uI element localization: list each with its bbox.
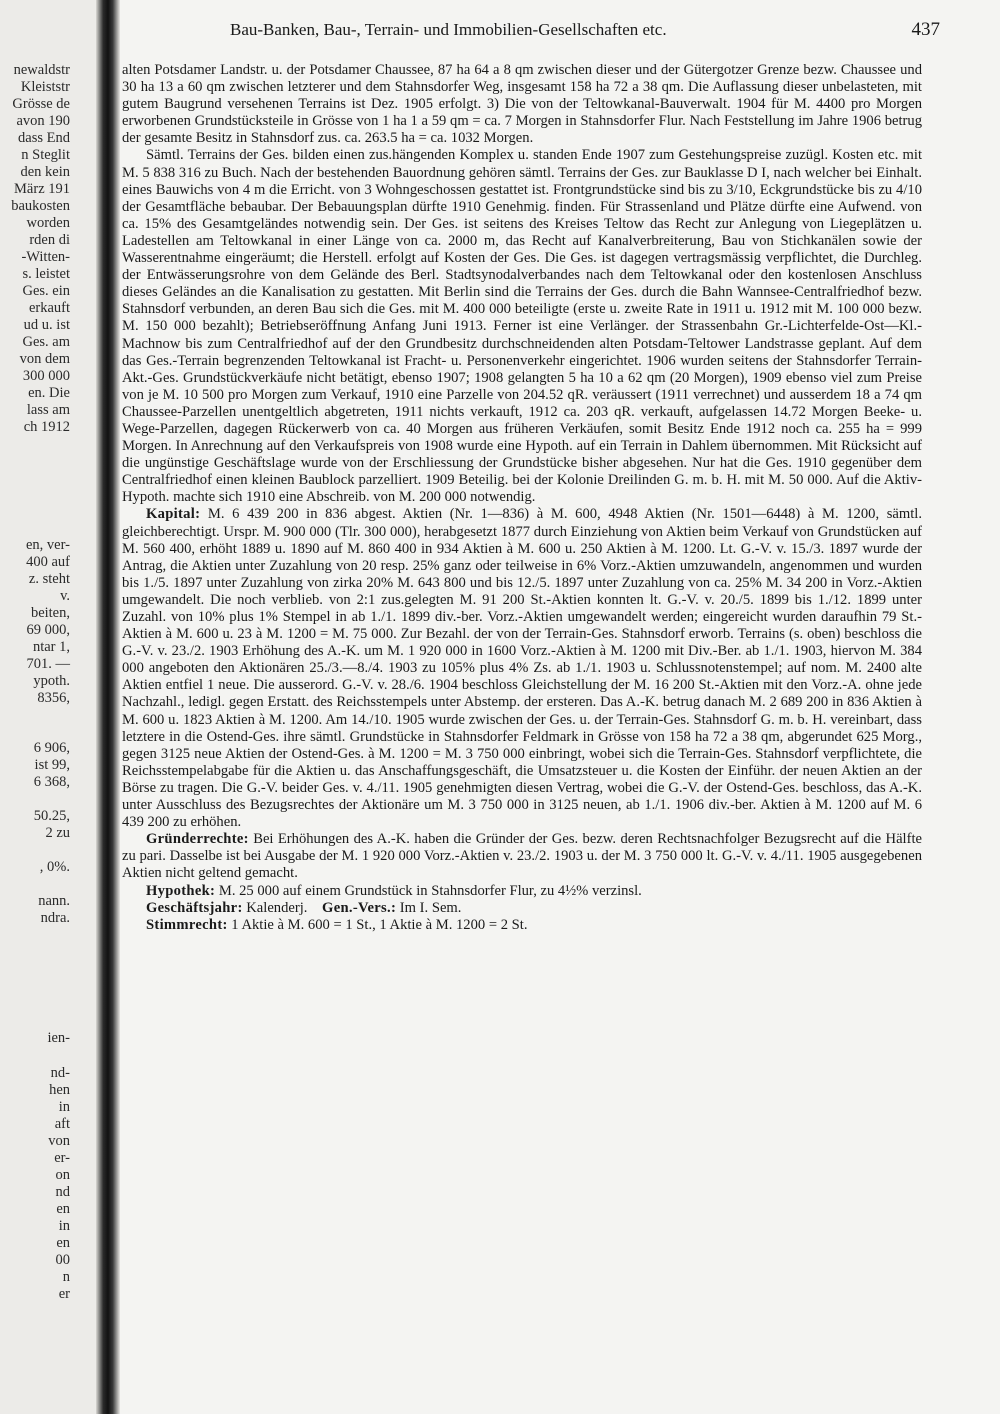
facing-page-line: ntar 1, [32, 639, 70, 655]
facing-page-line: nd [55, 1184, 70, 1200]
facing-page-line: avon 190 [16, 113, 70, 129]
facing-page-line: erkauft [28, 300, 70, 316]
paragraph-stimmrecht [122, 917, 922, 934]
facing-page-line: März 191 [14, 181, 70, 197]
facing-page-line: er [58, 1286, 70, 1302]
facing-page-line: baukosten [11, 198, 70, 214]
facing-page-line: ien- [47, 1030, 70, 1046]
facing-page-line: den kein [20, 164, 70, 180]
facing-page-line: , 0%. [39, 859, 70, 875]
facing-page-line: ch 1912 [23, 419, 70, 435]
facing-page-line: lass am [26, 402, 70, 418]
paragraph-kapital [122, 506, 922, 831]
facing-page-line: rden di [29, 232, 70, 248]
facing-page-fragment [0, 0, 100, 1414]
facing-page-line: -Witten- [21, 249, 70, 265]
facing-page-line: ndra. [40, 910, 70, 926]
genvers-text: Im I. Sem. [396, 899, 462, 916]
facing-page-line: von [48, 1133, 70, 1149]
running-header [230, 18, 940, 42]
facing-page-line: 69 000, [26, 622, 70, 638]
facing-page-line: n Steglit [21, 147, 70, 163]
facing-page-line: newaldstr [13, 62, 70, 78]
facing-page-line: er- [54, 1150, 70, 1166]
facing-page-line: 8356, [37, 690, 70, 706]
geschaeftsjahr-text: Kalenderj. [242, 899, 308, 916]
facing-page-line: worden [26, 215, 70, 231]
facing-page-line: nann. [38, 893, 70, 909]
facing-page-line: in [58, 1099, 70, 1115]
kapital-label: Kapital: [146, 506, 201, 523]
facing-page-line: en [56, 1235, 70, 1251]
paragraph-geschaeftsjahr [122, 900, 922, 917]
facing-page-line: von dem [19, 351, 70, 367]
facing-page-line: beiten, [30, 605, 70, 621]
header-title: Bau-Banken, Bau-, Terrain- und Immobilien-Gesellschaften etc. [230, 20, 667, 39]
paragraph-gruenderrechte [122, 831, 922, 882]
facing-page-line: en, ver- [26, 537, 70, 553]
kapital-text: M. 6 439 200 in 836 abgest. Aktien (Nr. 1—836) à M. 600, 4948 Aktien (Nr. 1501—6448) à M. 1200, sämtl. gleichberechtigt. Urspr. M. 900 000 (Tlr. 300 000), herabgesetzt 1877 durch Einziehung von Aktien beim Verkauf von Grundstücken auf M. 560 400, erhöht 1889 u. 1890 auf M. 860 400 in 934 Aktien à M. 600 u. 250 Aktien à M. 1200. Lt. G.-V. v. 15./3. 1897 wurde der Antrag, die Aktien unter Zuzahlung von 20 resp. 25% ganz oder teilweise in 6% Vorz.-Aktien umzuwandeln, angenommen und wurden bis 1./5. 1897 unter Zuzahlung von zirka 20% M. 643 800 und bis 12./5. 1897 unter Zuzahlung von ca. 25% M. 34 200 in Vorz.-Aktien umgewandelt. Die noch verblieb. von 2:1 zus.gelegten M. 91 200 St.-Aktien konnten lt. G.-V. v. 20./5. 1899 bis 1./12. 1899 unter Zuzahl. von 10% plus 1% Stempel in ab 1./1. 1899 div.-ber. Vorz.-Aktien umgewandelt werden; eingereicht wurden daraufhin 79 St.-Aktien à M. 600 u. 23 à M. 1200 = M. 75 000. Zur Bezahl. der von der Terrain-Ges. Stahnsdorf erworb. Terrains (s. oben) beschloss die G.-V. v. 23./2. 1903 Erhöhung des A.-K. um M. 1 920 000 in 1600 Vorz.-Aktien à M. 1200 mit Div.-Ber. ab 1./1. 1903, hiervon M. 384 000 angeboten den Aktionären 25./3.—8./4. 1903 zu 105% plus 4% Zs. ab 1./1. 1903 u. Schlussnotenstempel; auf nom. M. 2400 alte Aktien entfiel 1 neue. Die ausserord. G.-V. v. 28./6. 1904 beschloss Gleichstellung der M. 16 200 St.-Aktien mit den Vorz.-A. ohne jede Nachzahl., ledigl. gegen Erstatt. des Reichsstempels unter Abstemp. der ersteren. Das A.-K. betrug danach M. 2 689 200 in 836 Aktien à M. 600 u. 1823 Aktien à M. 1200. Am 14./10. 1905 wurde zwischen der Ges. u. der Terrain-Ges. Stahnsdorf G. m. b. H. vereinbart, dass letztere in die Ostend-Ges. ihre sämtl. Grundstücke in Stahnsdorfer Feldmark in Grösse von 158 ha 72 a 38 qm, abgerundet 625 Morg., gegen 3125 neue Aktien der Ostend-Ges. à M. 1200 = M. 3 750 000 einbringt, wobei sich die Terrain-Ges. Stahnsdorf verpflichtete, die Reichsstempelabgabe für die Aktien u. das Anschaffungsgeschäft, die Umsatzsteuer u. die Kosten der Einführ. der neuen Aktien an der Börse zu tragen. Die G.-V. beider Ges. v. 4./11. 1905 genehmigten diesen Vertrag, wobei die G.-V. der Ostend-Ges. beschloss, das A.-K. unter Ausschluss des Bezugsrechtes der Aktionäre um M. 3 750 000 in 3125 neuen, ab 1./1. 1906 div.-ber. Aktien à M. 1200 auf M. 6 439 200 zu erhöhen. [122, 506, 922, 831]
page-number: 437 [911, 19, 940, 40]
geschaeftsjahr-label: Geschäftsjahr: [146, 899, 243, 916]
facing-page-line: 6 368, [33, 774, 70, 790]
facing-page-line: dass End [18, 130, 70, 146]
facing-page-line: 6 906, [33, 740, 70, 756]
facing-page-line: aft [54, 1116, 70, 1132]
paragraph-terrain-details: Sämtl. Terrains der Ges. bilden einen zus.hängenden Komplex u. standen Ende 1907 zum Gestehungspreise zuzügl. Kosten etc. mit M. 5 838 316 zu Buch. Nach der bestehenden Bauordnung gehören sämtl. Terrains der Ges. zur Bauklasse D I, nach welcher bei Einhalt. eines Bauwichs von 4 m die Erricht. von 3 Wohngeschossen gestattet ist. Frontgrundstücke sind bis zu 3/10, Eckgrundstücke bis zu 4/10 der Gesamtfläche bebaubar. Der Bebauungsplan dürfte 1910 Genehmig. finden. Für Strassenland und Plätze dürfte eine Aufwend. von ca. 15% des Gesamtgeländes notwendig sein. Der Ges. ist seitens des Kreises Teltow das Recht zur Anlegung von Liegeplätzen u. Ladestellen am Teltowkanal in einer Länge von ca. 2000 m, das Recht auf Kanalverbreiterung, Bau von Stichkanälen sowie der Wasserentnahme eingeräumt; die Herstell. erfolgt auf Kosten der Ges. Die Ges. ist dagegen vertragsmässig verpflichtet, die Durchleg. der Entwässerungsrohre von dem Gelände des Berl. Stadtsynodalverbandes nach dem Teltowkanal oder den kostenlosen Anschluss dieses Geländes an die Kanalisation zu gestatten. Mit Berlin sind die Terrains der Ges. durch die Bahn Wannsee-Centralfriedhof bezw. Stahnsdorf verbunden, an deren Bau sich die Ges. mit M. 400 000 beteiligte (erste u. zweite Rate in 1911 u. 1912 mit M. 100 000 bezw. M. 150 000 bezahlt); Betriebseröffnung Anfang Juni 1913. Ferner ist eine Verlänger. der Strassenbahn Gr.-Lichterfelde-Ost—Kl.-Machnow bis zum Centralfriedhof auf der den Grundbesitz durchschneidenden alten Potsdam-Teltower Landstrasse geplant. Auf dem das Ges.-Terrain begrenzenden Teltowkanal ist Fracht- u. Personenverkehr eingerichtet. 1906 wurden seitens der Stahnsdorfer Terrain-Akt.-Ges. Grundstückverkäufe nicht betätigt, ebenso 1907; 1908 gelangten 5 ha 10 a 62 qm (20 Morgen), 1909 ebenso viel zum Preise von je M. 10 500 pro Morgen zum Verkauf, 1910 eine Parzelle von 204.52 qR. veräussert (1911 verrechnet) und ausserdem 18 a 74 qm Chaussee-Parzellen unentgeltlich abgetreten, 1911 nichts verkauft, 1912 ca. 203 qR. verkauft, aufgelassen 14.72 Morgen Beeke- u. Wege-Parzellen, dagegen Rückerwerb von ca. 40 Morgen aus früheren Verkäufen, somit Besitz Ende 1912 noch ca. 255 ha = 999 Morgen. In Anrechnung auf den Verkaufspreis von 1908 wurde eine Hypoth. auf ein Terrain in Dahlem übernommen. Mit Rücksicht auf die ungünstige Geschäftslage wurde von der Erschliessung der Grundstücke bisher abgesehen. Nur hat die Ges. 1910 gegenüber dem Centralfriedhof einen kleinen Baublock parzelliert. 1909 Beteilig. bei der Kolonie Dreilinden G. m. b. H. mit M. 50 000. Auf die Aktiv-Hypoth. machte sich 1910 eine Abschreib. von M. 200 000 notwendig. [122, 147, 922, 506]
facing-page-line: 300 000 [22, 368, 70, 384]
facing-page-line: Kleiststr [20, 79, 70, 95]
facing-page-line: ypoth. [33, 673, 70, 689]
facing-page-line: in [58, 1218, 70, 1234]
facing-page-line: n [62, 1269, 70, 1285]
paragraph-hypothek [122, 883, 922, 900]
facing-page-line: 701. — [26, 656, 70, 672]
gruenderrechte-text: Bei Erhöhungen des A.-K. haben die Gründer der Ges. bezw. deren Rechtsnachfolger Bezugsrecht auf die Hälfte zu pari. Dasselbe ist bei Ausgabe der M. 1 920 000 Vorz.-Aktien v. 23./2. 1903 u. der M. 3 750 000 lt. G.-V. v. 4./11. 1905 ausgegebenen Aktien nicht geltend gemacht. [122, 831, 922, 882]
facing-page-line: 2 zu [45, 825, 70, 841]
facing-page-line: 50.25, [33, 808, 70, 824]
facing-page-line: s. leistet [22, 266, 70, 282]
facing-page-line: ud u. ist [23, 317, 70, 333]
facing-page-line: en [56, 1201, 70, 1217]
facing-page-line: Grösse de [12, 96, 70, 112]
facing-page-line: en. Die [28, 385, 70, 401]
facing-page-line: Ges. ein [22, 283, 70, 299]
gruenderrechte-label: Gründerrechte: [146, 831, 249, 848]
facing-page-line: 00 [55, 1252, 70, 1268]
facing-page-line: Ges. am [22, 334, 70, 350]
paragraph-terrain-description: alten Potsdamer Landstr. u. der Potsdamer Chaussee, 87 ha 64 a 8 qm zwischen dieser und der Gütergotzer Grenze bezw. Chaussee und 30 ha 13 a 60 qm zwischen letzterer und dem Stahnsdorfer Weg, insgesamt 158 ha 72 a 38 qm. Die Auflassung dieser unbelasteten, mit gutem Baugrund versehenen Terrains ist Dez. 1905 erfolgt. 3) Die von der Teltowkanal-Bauverwalt. 1904 für M. 4400 pro Morgen erworbenen Grundstücksteile in Grösse von 1 ha 1 a 59 qm = ca. 7 Morgen in Stahnsdorfer Flur. Nach Feststellung im Jahre 1906 betrug der gesamte Besitz in Stahnsdorf zus. ca. 263.5 ha = ca. 1032 Morgen. [122, 62, 922, 147]
facing-page-line: 400 auf [26, 554, 70, 570]
stimmrecht-text: 1 Aktie à M. 600 = 1 St., 1 Aktie à M. 1200 = 2 St. [227, 916, 528, 933]
facing-page-line: ist 99, [34, 757, 70, 773]
hypothek-text: M. 25 000 auf einem Grundstück in Stahnsdorfer Flur, zu 4½% verzinsl. [215, 882, 642, 899]
book-gutter [96, 0, 120, 1414]
genvers-label: Gen.-Vers.: [322, 899, 397, 916]
document-page [120, 0, 1000, 1414]
stimmrecht-label: Stimmrecht: [146, 916, 228, 933]
page-body [122, 62, 922, 1362]
facing-page-line: z. steht [28, 571, 70, 587]
facing-page-line: v. [60, 588, 70, 604]
facing-page-line: hen [49, 1082, 70, 1098]
hypothek-label: Hypothek: [146, 882, 216, 899]
facing-page-line: on [55, 1167, 70, 1183]
facing-page-line: nd- [50, 1065, 70, 1081]
